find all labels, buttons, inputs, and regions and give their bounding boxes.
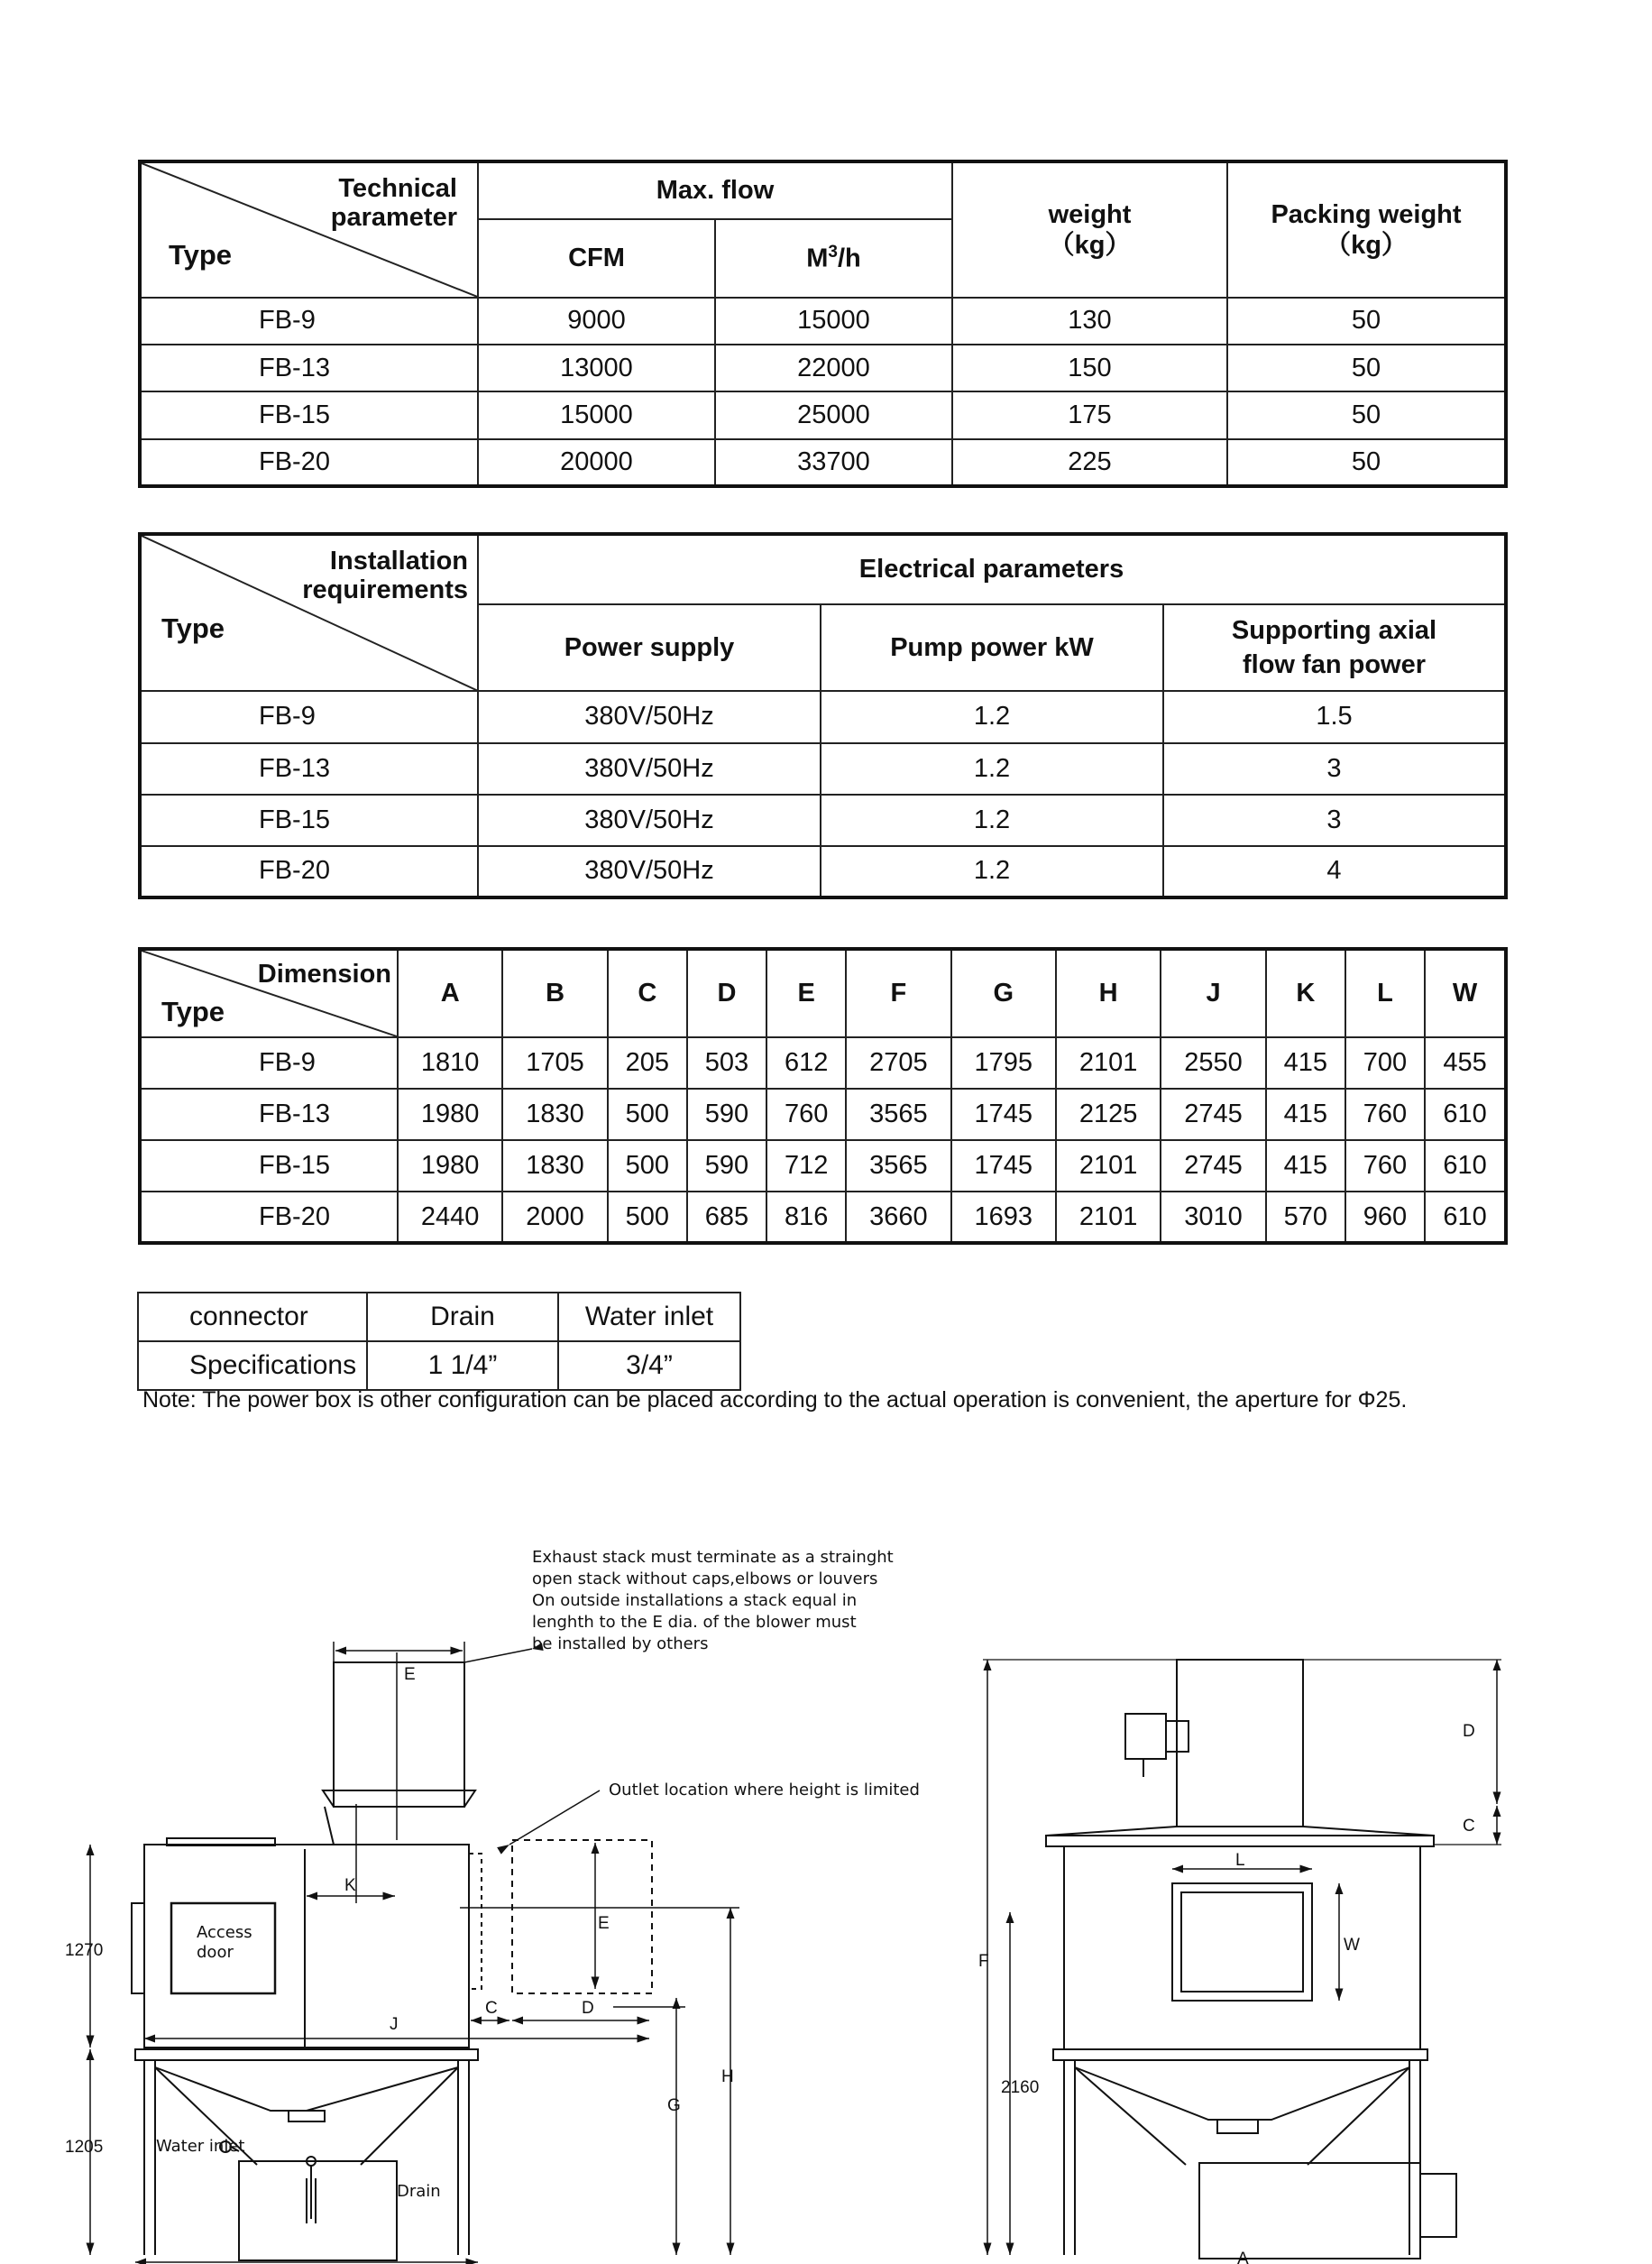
weight-cell: 175 xyxy=(952,391,1227,438)
table-row xyxy=(140,743,1506,795)
dimension-cell: 1810 xyxy=(398,1037,502,1089)
type-cell: FB-15 xyxy=(140,391,478,438)
dimension-cell: 760 xyxy=(766,1089,846,1140)
front-view xyxy=(983,1660,1501,2264)
cabinet-body xyxy=(144,1845,469,2048)
column-header-k: K xyxy=(1266,949,1345,1037)
fan-cell: 1.5 xyxy=(1163,691,1506,742)
column-header-e: E xyxy=(766,949,846,1037)
table-row xyxy=(140,691,1506,742)
dimension-cell: 205 xyxy=(608,1037,687,1089)
column-header-c: C xyxy=(608,949,687,1037)
pump-cell: 1.2 xyxy=(821,846,1163,897)
dimension-cell: 700 xyxy=(1345,1037,1425,1089)
fan-cell: 3 xyxy=(1163,743,1506,795)
alternate-outlet xyxy=(512,1840,652,1993)
dim-e-side: E xyxy=(598,1914,610,1933)
dimension-cell: 816 xyxy=(766,1192,846,1243)
electrical-header: Electrical parameters xyxy=(478,534,1506,604)
dimension-cell: 415 xyxy=(1266,1037,1345,1089)
packing-weight-label: Packing weight xyxy=(1271,199,1462,229)
table3-corner-bottom: Type xyxy=(161,996,225,1027)
dimension-cell: 570 xyxy=(1266,1192,1345,1243)
dimension-cell: 1705 xyxy=(502,1037,607,1089)
table2-corner-bottom: Type xyxy=(161,612,225,644)
dimension-cell: 760 xyxy=(1345,1140,1425,1192)
dim-d-right: D xyxy=(1463,1722,1475,1741)
connector-label: connector xyxy=(138,1293,367,1341)
connector-table xyxy=(137,1292,741,1391)
drain-header: Drain xyxy=(367,1293,558,1341)
motor xyxy=(1125,1714,1166,1759)
body-front xyxy=(1064,1846,1420,2049)
table-row xyxy=(140,1089,1506,1140)
dimension-cell: 1830 xyxy=(502,1089,607,1140)
dim-d: D xyxy=(582,1999,594,2018)
column-header-d: D xyxy=(687,949,766,1037)
tank xyxy=(239,2161,397,2260)
dimension-cell: 500 xyxy=(608,1192,687,1243)
dimension-cell: 610 xyxy=(1425,1192,1506,1243)
type-cell: FB-13 xyxy=(140,345,478,391)
type-cell: FB-20 xyxy=(140,1192,398,1243)
table-row xyxy=(140,439,1506,486)
m3h-header: $M^3/h$ xyxy=(715,219,952,297)
dim-f: F xyxy=(978,1952,989,1971)
power-supply-header: Power supply xyxy=(478,604,821,691)
supply-cell: 380V/50Hz xyxy=(478,846,821,897)
frame-top xyxy=(135,2049,478,2060)
type-cell: FB-20 xyxy=(140,439,478,486)
weight-unit: （kg） xyxy=(1048,230,1132,260)
supply-cell: 380V/50Hz xyxy=(478,743,821,795)
type-cell: FB-9 xyxy=(140,691,478,742)
dim-2160: 2160 xyxy=(1001,2078,1040,2097)
dimension-cell: 2101 xyxy=(1056,1140,1161,1192)
dimension-cell: 1795 xyxy=(951,1037,1056,1089)
column-header-g: G xyxy=(951,949,1056,1037)
dimension-cell: 1745 xyxy=(951,1140,1056,1192)
column-header-h: H xyxy=(1056,949,1161,1037)
cfm-header: CFM xyxy=(478,219,715,297)
drain-spec: 1 1/4” xyxy=(367,1341,558,1390)
dimension-cell: 500 xyxy=(608,1140,687,1192)
svg-text:lenghth to the E dia. of the b: lenghth to the E dia. of the blower must xyxy=(532,1613,857,1632)
dimension-cell: 590 xyxy=(687,1140,766,1192)
dimension-cell: 455 xyxy=(1425,1037,1506,1089)
m3h-cell: 33700 xyxy=(715,439,952,486)
table-row xyxy=(140,795,1506,846)
m3h-cell: 22000 xyxy=(715,345,952,391)
dim-j: J xyxy=(390,2015,399,2034)
dimension-cell: 2101 xyxy=(1056,1192,1161,1243)
dimension-cell: 760 xyxy=(1345,1089,1425,1140)
dimension-cell: 415 xyxy=(1266,1140,1345,1192)
dim-k: K xyxy=(344,1876,356,1895)
type-cell: FB-15 xyxy=(140,1140,398,1192)
cfm-cell: 15000 xyxy=(478,391,715,438)
svg-text:On outside installations a sta: On outside installations a stack equal in xyxy=(532,1591,858,1610)
dimension-cell: 2000 xyxy=(502,1192,607,1243)
packing-cell: 50 xyxy=(1227,439,1506,486)
packing-cell: 50 xyxy=(1227,391,1506,438)
type-cell: FB-15 xyxy=(140,795,478,846)
column-header-f: F xyxy=(846,949,950,1037)
drain-label: Drain xyxy=(397,2182,441,2201)
svg-text:open stack without caps,elbows: open stack without caps,elbows or louvers xyxy=(532,1569,878,1588)
column-header-b: B xyxy=(502,949,607,1037)
packing-weight-unit: （kg） xyxy=(1325,230,1408,260)
dimension-cell: 2550 xyxy=(1161,1037,1265,1089)
dimension-cell: 2440 xyxy=(398,1192,502,1243)
access-door-label-2: door xyxy=(197,1943,234,1962)
column-header-w: W xyxy=(1425,949,1506,1037)
table-row xyxy=(140,1037,1506,1089)
weight-header xyxy=(952,161,1227,298)
dimension-cell: 2101 xyxy=(1056,1037,1161,1089)
dimension-cell: 1980 xyxy=(398,1089,502,1140)
dimension-cell: 2705 xyxy=(846,1037,950,1089)
outlet-front xyxy=(1172,1883,1312,2001)
fan-cell: 4 xyxy=(1163,846,1506,897)
type-cell: FB-13 xyxy=(140,1089,398,1140)
side-view xyxy=(90,1642,739,2262)
note-text: Note: The power box is other configuration can be placed according to the actual operation is convenient, the aperture for Φ25. xyxy=(142,1387,1408,1413)
table-row xyxy=(140,391,1506,438)
dimension-table xyxy=(138,947,1508,1245)
table1-corner-bottom: Type xyxy=(169,239,233,271)
svg-text:Exhaust stack must terminate a: Exhaust stack must terminate as a strainght xyxy=(532,1548,894,1567)
table-row xyxy=(140,1192,1506,1243)
electrical-parameter-table xyxy=(138,532,1508,899)
dimension-cell: 3660 xyxy=(846,1192,950,1243)
dim-1205: 1205 xyxy=(65,2138,104,2157)
dimension-cell: 685 xyxy=(687,1192,766,1243)
technical-parameter-table xyxy=(138,160,1508,488)
dim-1270: 1270 xyxy=(65,1941,104,1960)
type-cell: FB-9 xyxy=(140,298,478,345)
table3-corner-header xyxy=(140,949,398,1037)
dimension-cell: 500 xyxy=(608,1089,687,1140)
dimension-cell: 610 xyxy=(1425,1089,1506,1140)
table-row xyxy=(140,846,1506,897)
table1-corner-header xyxy=(140,161,478,298)
table2-corner-top: Installation requirements xyxy=(302,547,468,604)
dimension-cell: 712 xyxy=(766,1140,846,1192)
specifications-label: Specifications xyxy=(138,1341,367,1390)
exhaust-note xyxy=(532,1548,894,1653)
dimension-cell: 1830 xyxy=(502,1140,607,1192)
hopper xyxy=(155,2067,458,2111)
inlet-spec: 3/4” xyxy=(558,1341,740,1390)
m3h-cell: 25000 xyxy=(715,391,952,438)
weight-cell: 130 xyxy=(952,298,1227,345)
side-flange xyxy=(132,1903,144,1993)
table-row xyxy=(140,345,1506,391)
dimension-cell: 1980 xyxy=(398,1140,502,1192)
type-cell: FB-9 xyxy=(140,1037,398,1089)
tank-front xyxy=(1199,2163,1420,2259)
dim-w: W xyxy=(1344,1936,1360,1955)
m3h-cell: 15000 xyxy=(715,298,952,345)
weight-label: weight xyxy=(1048,199,1132,229)
fan-cell: 3 xyxy=(1163,795,1506,846)
dimension-cell: 3565 xyxy=(846,1140,950,1192)
max-flow-header: Max. flow xyxy=(478,161,952,219)
cfm-cell: 20000 xyxy=(478,439,715,486)
dim-a: A xyxy=(1237,2250,1249,2264)
pump-cell: 1.2 xyxy=(821,743,1163,795)
table3-corner-top: Dimension xyxy=(257,960,391,989)
dim-c-right: C xyxy=(1463,1817,1475,1836)
dimension-cell: 960 xyxy=(1345,1192,1425,1243)
dimension-cell: 2745 xyxy=(1161,1140,1265,1192)
type-cell: FB-13 xyxy=(140,743,478,795)
dimension-cell: 1745 xyxy=(951,1089,1056,1140)
dim-c: C xyxy=(485,1999,498,2018)
type-cell: FB-20 xyxy=(140,846,478,897)
dimension-cell: 3010 xyxy=(1161,1192,1265,1243)
table2-corner-header xyxy=(140,534,478,691)
cfm-cell: 13000 xyxy=(478,345,715,391)
pump-power-header: Pump power kW xyxy=(821,604,1163,691)
dim-h: H xyxy=(721,2067,734,2086)
dim-l: L xyxy=(1235,1851,1245,1870)
stack-front xyxy=(1177,1660,1303,1827)
dim-e-top: E xyxy=(404,1665,416,1684)
table-row xyxy=(140,298,1506,345)
dim-g: G xyxy=(667,2096,681,2115)
supply-cell: 380V/50Hz xyxy=(478,795,821,846)
table1-corner-top: Technical parameter xyxy=(330,174,457,232)
access-door-label-1: Access xyxy=(197,1923,252,1942)
packing-cell: 50 xyxy=(1227,345,1506,391)
dimension-cell: 590 xyxy=(687,1089,766,1140)
fan-power-header: Supporting axial flow fan power xyxy=(1163,604,1506,691)
dimension-cell: 503 xyxy=(687,1037,766,1089)
packing-weight-header xyxy=(1227,161,1506,298)
pump-cell: 1.2 xyxy=(821,691,1163,742)
dimension-cell: 610 xyxy=(1425,1140,1506,1192)
dimension-cell: 2125 xyxy=(1056,1089,1161,1140)
dimension-cell: 1693 xyxy=(951,1192,1056,1243)
svg-text:be installed by others: be installed by others xyxy=(532,1634,709,1653)
dimension-cell: 2745 xyxy=(1161,1089,1265,1140)
water-inlet-label: Water inlet xyxy=(156,2137,245,2156)
packing-cell: 50 xyxy=(1227,298,1506,345)
dimension-cell: 612 xyxy=(766,1037,846,1089)
cfm-cell: 9000 xyxy=(478,298,715,345)
outlet-note: Outlet location where height is limited xyxy=(609,1781,920,1799)
exhaust-stack xyxy=(334,1662,464,1807)
supply-cell: 380V/50Hz xyxy=(478,691,821,742)
column-header-l: L xyxy=(1345,949,1425,1037)
column-header-a: A xyxy=(398,949,502,1037)
pump-cell: 1.2 xyxy=(821,795,1163,846)
weight-cell: 225 xyxy=(952,439,1227,486)
column-header-j: J xyxy=(1161,949,1265,1037)
technical-drawing xyxy=(0,1479,1652,2264)
dimension-cell: 415 xyxy=(1266,1089,1345,1140)
water-inlet-header: Water inlet xyxy=(558,1293,740,1341)
weight-cell: 150 xyxy=(952,345,1227,391)
dimension-cell: 3565 xyxy=(846,1089,950,1140)
table-row xyxy=(140,1140,1506,1192)
